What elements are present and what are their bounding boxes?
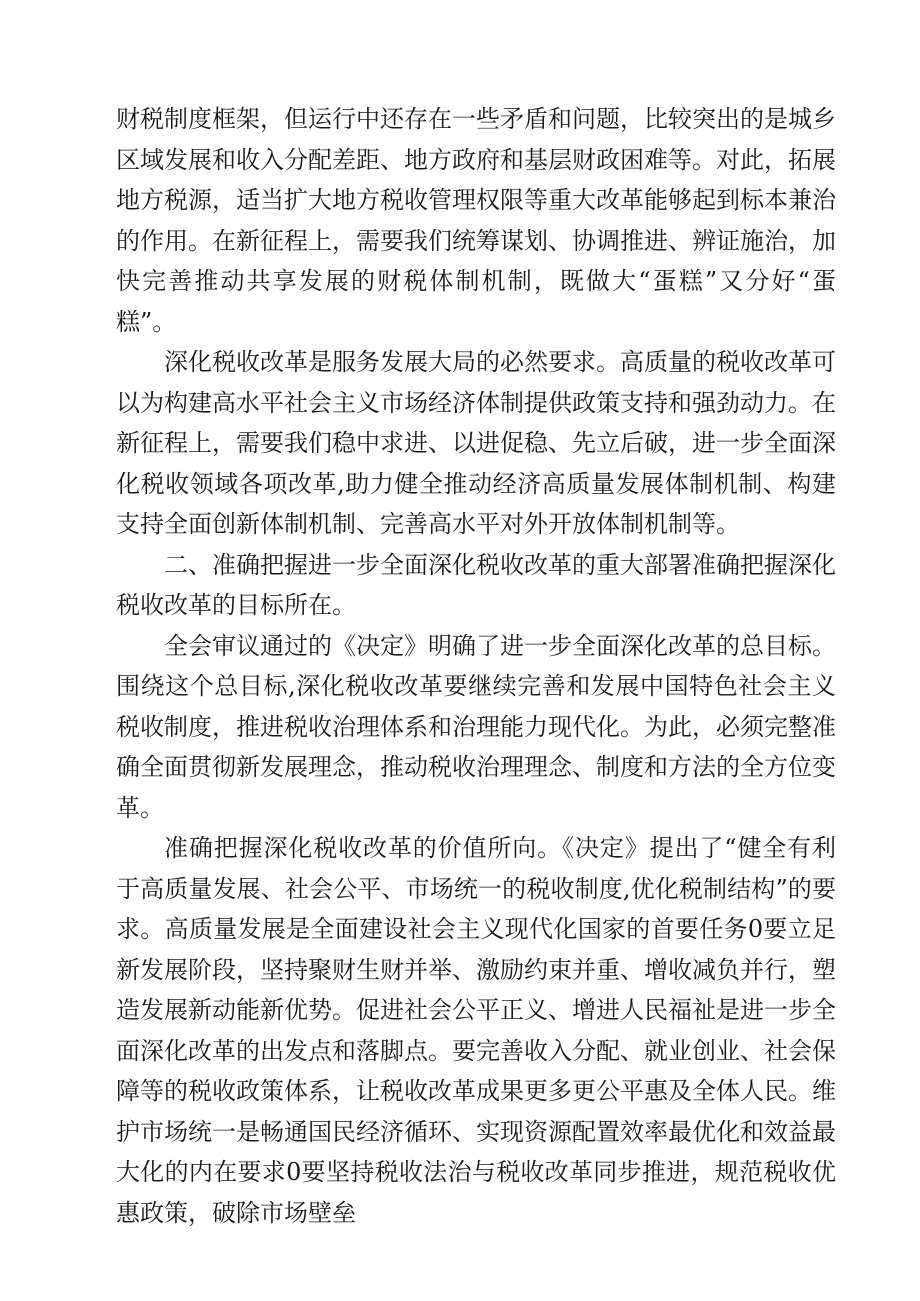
paragraph-continuation: 财税制度框架，但运行中还存在一些矛盾和问题，比较突出的是城乡区域发展和收入分配差距、地方政府和基层财政困难等。对此，拓展地方税源，适当扩大地方税收管理权限等重大改革能够起到标本兼治的作用。在新征程上，需要我们统筹谋划、协调推进、辨证施治，加快完善推动共享发展的财税体制机制，既做大“蛋糕”又分好“蛋糕”。 <box>116 105 836 336</box>
section-heading-two: 二、准确把握进一步全面深化税收改革的重大部署准确把握深化税收改革的目标所在。 <box>116 550 836 619</box>
paragraph-overall-goal: 全会审议通过的《决定》明确了进一步全面深化改革的总目标。围绕这个总目标,深化税收改革要继续完善和发展中国特色社会主义税收制度，推进税收治理体系和治理能力现代化。为此，必须完整准确全面贯彻新发展理念，推动税收治理理念、制度和方法的全方位变革。 <box>116 631 836 822</box>
paragraph-value-orientation: 准确把握深化税收改革的价值所向。《决定》提出了“健全有利于高质量发展、社会公平、市场统一的税收制度,优化税制结构”的要求。高质量发展是全面建设社会主义现代化国家的首要任务0要立足新发展阶段，坚持聚财生财并举、激励约束并重、增收减负并行，塑造发展新动能新优势。促进社会公平正义、增进人民福祉是进一步全面深化改革的出发点和落脚点。要完善收入分配、就业创业、社会保障等的税收政策体系，让税收改革成果更多更公平惠及全体人民。维护市场统一是畅通国民经济循环、实现资源配置效率最优化和效益最大化的内在要求0要坚持税收法治与税收改革同步推进，规范税收优惠政策，破除市场壁垒 <box>116 834 836 1227</box>
document-body <box>116 99 836 1233</box>
paragraph-tax-reform-development: 深化税收改革是服务发展大局的必然要求。高质量的税收改革可以为构建高水平社会主义市场经济体制提供政策支持和强劲动力。在新征程上，需要我们稳中求进、以进促稳、先立后破，进一步全面深化税收领域各项改革,助力健全推动经济高质量发展体制机制、构建支持全面创新体制机制、完善高水平对外开放体制机制等。 <box>116 348 836 538</box>
